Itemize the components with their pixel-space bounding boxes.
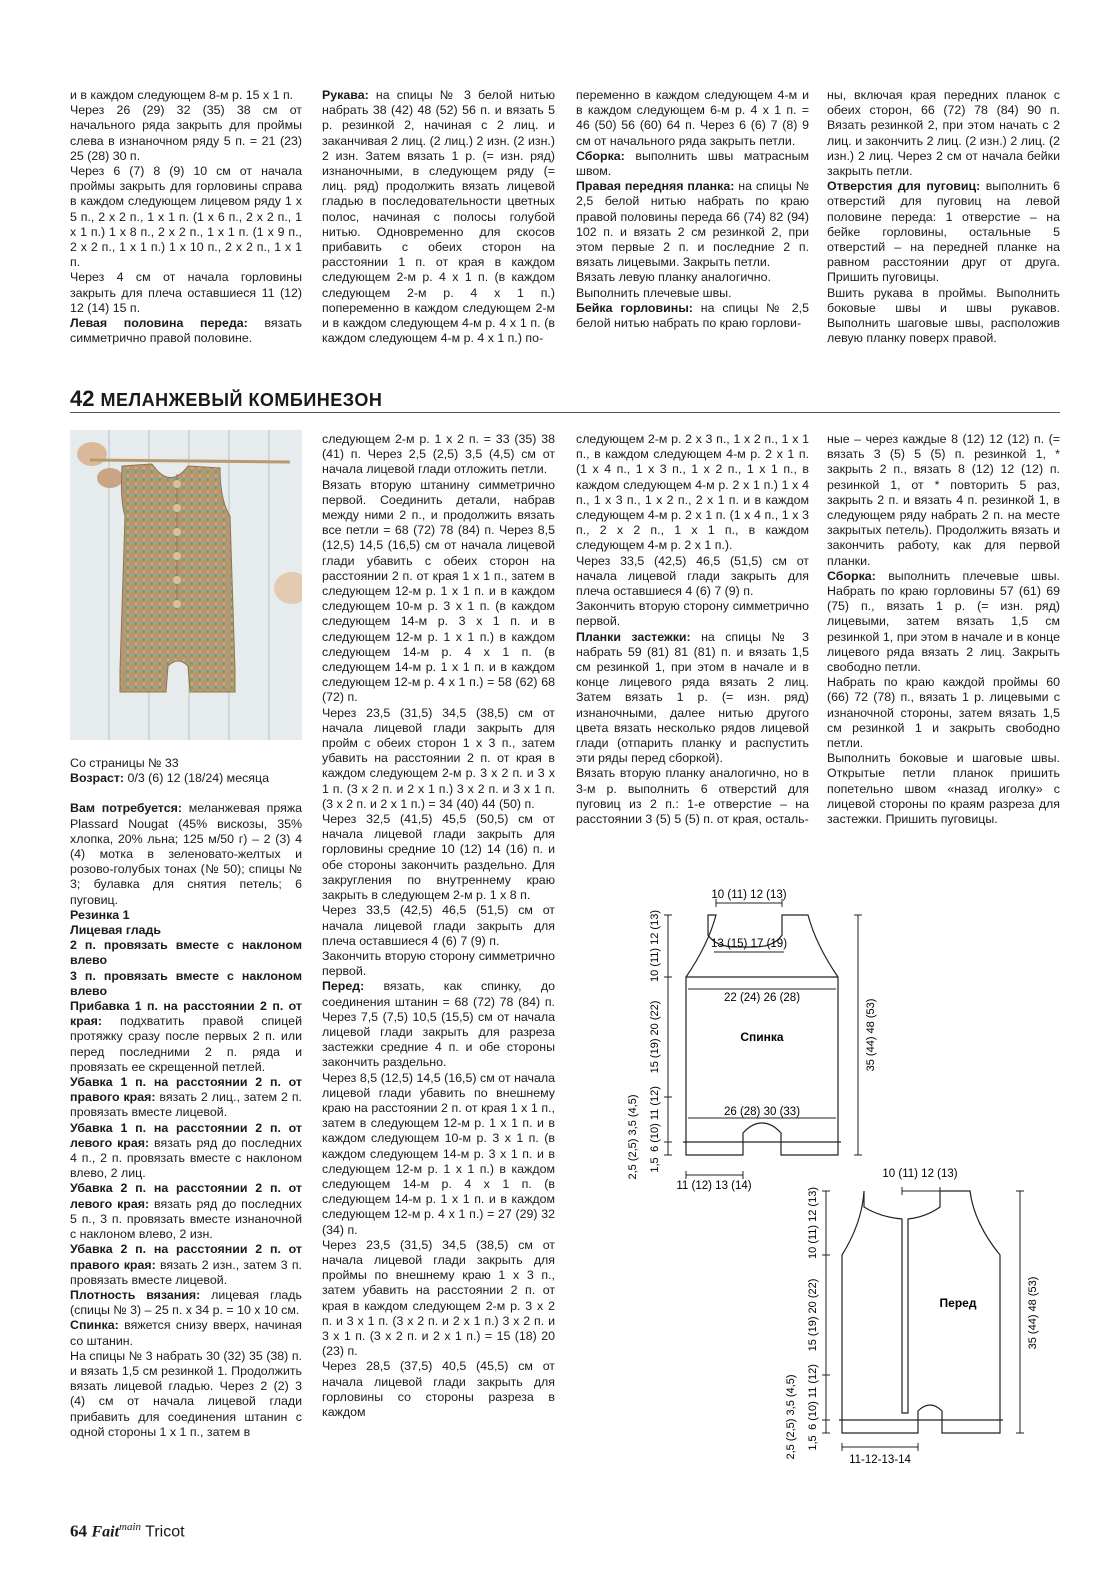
term: Резинка 1 bbox=[70, 907, 130, 922]
paragraph: Сборка: выполнить плечевые швы. Набрать по краю горловины 57 (61) 69 (75) п., вязать 1 р. (= изн. ряд) лицевыми, затем вязать 1,5 см резинкой 1, при этом в начале и в конце лицевого ряда вязать 2 лиц. Закрыть свободно петли. bbox=[827, 568, 1060, 675]
button-icon bbox=[173, 528, 181, 536]
paragraph: и в каждом следующем 8-м р. 15 х 1 п. bbox=[70, 88, 294, 102]
hanger-stick bbox=[90, 460, 290, 462]
paragraph: Через 32,5 (41,5) 45,5 (50,5) см от начала лицевой глади закрыть для горловины средние 10 (12) 14 (16) п. и обе стороны закончить раздельно. Для закругления по внутреннему краю закрыть в следующем 2-м р. 1 х 8 п. bbox=[322, 812, 555, 903]
front-outline bbox=[842, 1191, 1000, 1433]
paragraph: ны, включая края передних планок с обеих сторон, 66 (72) 78 (84) 90 п. Вязать резинкой 2, при этом начать с 2 лиц. и закончить 2 лиц. (2 изн.) 2 лиц. (2 изн.) 2 лиц. Через 2 см от начала бейки закрыть петли. bbox=[827, 88, 1060, 179]
paragraph: Сборка: выполнить швы матрасным швом. bbox=[576, 148, 809, 179]
paragraph: Вязать левую планку аналогично. bbox=[576, 270, 771, 285]
paragraph: Закончить вторую сторону симметрично первой. bbox=[576, 599, 809, 629]
term: Лицевая гладь bbox=[70, 923, 161, 938]
dim-armhole-height: 10 (11) 12 (13) bbox=[649, 910, 661, 982]
paragraph: Закончить вторую сторону симметрично первой. bbox=[322, 948, 555, 979]
paragraph: Левая половина переда: вязать симметрично правой половине. bbox=[70, 316, 302, 346]
top-column-2 bbox=[322, 88, 555, 346]
page-number: 64 bbox=[70, 1521, 87, 1541]
paragraph: Через 4 см от начала горловины закрыть для плеча оставшиеся 11 (12) 12 (14) 15 п. bbox=[70, 270, 302, 315]
shell-icon bbox=[77, 442, 107, 466]
dim-neck-width: 10 (11) 12 (13) bbox=[711, 889, 787, 901]
paragraph: Плотность вязания: лицевая гладь (спицы № 3) – 25 п. х 34 р. = 10 х 10 см. bbox=[70, 1287, 302, 1318]
paragraph: ные – через каждые 8 (12) 12 (12) п. (= вязать 3 (5) 5 (5) п. резинкой 1, * закрыть 2 п., вязать 8 (12) 12 (12) п. резинкой 1, от * повторить 5 раз, закрыть 2 п. и вязать 4 п. резинкой 1, в следующем ряду набрать 2 п. на месте закрытых петель). Продолжить вязать и закончить работу, как для первой планки. bbox=[827, 432, 1060, 568]
shell-icon bbox=[97, 468, 123, 488]
paragraph: Вязать вторую штанину симметрично первой. Соединить детали, набрав между ними 2 п., и продолжить вязать все петли = 68 (72) 78 (84) п. Через 8,5 (12,5) 14,5 (16,5) см от начала лицевой глади убавить с обеих сторон на расстоянии 2 п. от края 1 х 1 п., затем в следующем 12-м р. 1 х 1 п. и в каждом следующем 10-м р. 3 х 1 п. (в каждом следующем 14-м р. 3 х 1 п. и в следующем 12-м р. 1 х 1 п.) в каждом следующем 14-м р. 4 х 1 п. (в следующем 14-м р. 1 х 1 п. и в каждом следующем 12-м р. 4 х 1 п.) = 58 (62) 68 (72) п. bbox=[322, 477, 555, 705]
back-schematic bbox=[576, 885, 906, 1200]
main-column-2 bbox=[322, 432, 555, 1420]
piece-label: Спинка bbox=[740, 1030, 784, 1044]
dim-rib-height: 1,5 bbox=[649, 1157, 661, 1173]
term: 2 п. провязать вместе с наклоном влево bbox=[70, 938, 302, 968]
button-icon bbox=[173, 576, 181, 584]
front-schematic bbox=[750, 1163, 1090, 1473]
dim-neck-width: 10 (11) 12 (13) bbox=[882, 1168, 958, 1180]
paragraph: Убавка 1 п. на расстоянии 2 п. от левого края: вязать ряд до последних 4 п., 2 п. провязать вместе с наклоном влево, 2 лиц. bbox=[70, 1120, 302, 1181]
paragraph: Планки застежки: на спицы № 3 набрать 59 (81) 81 (81) п. и вязать 1,5 см резинкой 1, при этом в начале и в конце лицевого ряда вязать 2 лиц. Затем вязать 1 р. (= изн. ряд) изнаночными, далее нитью другого цвета вязать несколько рядов лицевой глади (отпарить планку и распустить эти ряды перед сборкой). bbox=[576, 629, 809, 766]
paragraph: Через 33,5 (42,5) 46,5 (51,5) см от начала лицевой глади закрыть для плеча оставшиеся 4 (6) 7 (9) п. bbox=[322, 903, 555, 948]
paragraph: Через 33,5 (42,5) 46,5 (51,5) см от начала лицевой глади закрыть для плеча оставшиеся 4 (6) 7 (9) п. bbox=[576, 553, 809, 599]
paragraph: Через 23,5 (31,5) 34,5 (38,5) см от начала лицевой глади закрыть для пройм с обеих сторон 1 х 3 п., затем убавить на расстоянии 2 п. от края в каждом следующем 2-м р. 3 х 2 п. и 3 х 1 п. (3 х 2 п. и 2 х 1 п.) 3 х 2 п. и 3 х 1 п. (3 х 2 п. и 2 х 1 п.) = 34 (40) 44 (50) п. bbox=[322, 705, 555, 811]
paragraph: Выполнить плечевые швы. bbox=[576, 285, 732, 300]
materials: Вам потребуется: меланжевая пряжа Plassard Nougat (45% вискозы, 35% хлопка, 20% льна; 125 м/50 г) – 2 (3) 4 (4) мотка в зеленовато-желтых и розово-голубых тонах (№ 50); спицы № 3; булавка для снятия петель; 6 пуговиц. bbox=[70, 801, 303, 907]
paragraph: Бейка горловины: на спицы № 2,5 белой нитью набрать по краю горлови- bbox=[576, 300, 809, 331]
paragraph: Вязать вторую планку аналогично, но в 3-м р. выполнить 6 отверстий для пуговиц из 2 п.: 1-е отверстие – на расстоянии 3 (5) 5 (5) п. от края, осталь- bbox=[576, 766, 809, 827]
paragraph: Прибавка 1 п. на расстоянии 2 п. от края: подхватить правой спицей протяжку сразу после первых 2 п. или перед последними 2 п. ряда и провязать ее скрещенной петлей. bbox=[70, 999, 302, 1074]
dim-chest-width: 22 (24) 26 (28) bbox=[723, 992, 801, 1004]
paragraph: На спицы № 3 набрать 30 (32) 35 (38) п. и вязать 1,5 см резинкой 1. Продолжить вязать лицевой гладью. Через 2 (2) 3 (4) см от начала лицевой глади прибавить для соединения штанин с одной стороны 1 х 1 п., затем в bbox=[70, 1348, 302, 1439]
brand-logo-sub: main bbox=[119, 1521, 142, 1533]
dim-leg-width: 11 (12) 13 (14) bbox=[676, 1180, 752, 1192]
top-column-4 bbox=[827, 88, 1060, 346]
age: Возраст: 0/3 (6) 12 (18/24) месяца bbox=[70, 771, 269, 786]
paragraph: Убавка 2 п. на расстоянии 2 п. от левого края: вязать ряд до последних 5 п., 3 п. провязать вместе изнаночной с наклоном влево, 2 изн. bbox=[70, 1181, 302, 1242]
paragraph: Рукава: на спицы № 3 белой нитью набрать 38 (42) 48 (52) 56 п. и вязать 5 р. резинкой 2, начиная с 2 лиц. и заканчивая 2 лиц. (2 лиц.) 2 изн. (2 изн.) 2 изн. Затем вязать 1 р. (= изн. ряд) изнаночными, в следующем ряду (= лиц. ряд) продолжить вязать лицевой гладью в последовательности цветных полос, начиная с полосы голубой нитью. Одновременно для скосов прибавить с обеих сторон на расстоянии 1 п. от края в каждом следующем 2-м р. 4 х 1 п. (в каждом следующем 2-м р. 4 х 1 п.) попеременно в каждом следующем 2-м и в каждом следующем 4-м р. 4 х 1 п. (в каждом следующем 4-м р. 4 х 1 п.) по- bbox=[322, 88, 555, 346]
paragraph: следующем 2-м р. 1 х 2 п. = 33 (35) 38 (41) п. Через 2,5 (2,5) 3,5 (4,5) см от начала лицевой глади отложить петли. bbox=[322, 432, 555, 477]
paragraph: Набрать по краю каждой проймы 60 (66) 72 (78) п., вязать 1 р. лицевыми с изнаночной стороны, затем вязать 1,5 см резинкой 1 и закрыть свободно петли. bbox=[827, 675, 1060, 751]
dim-leg-height: 2,5 (2,5) 3,5 (4,5) bbox=[785, 1374, 797, 1460]
term: 3 п. провязать вместе с наклоном влево bbox=[70, 968, 302, 998]
button-icon bbox=[173, 600, 181, 608]
page-footer bbox=[70, 1521, 185, 1541]
paragraph: Правая передняя планка: на спицы № 2,5 белой нитью набрать по краю правой половины переда 66 (74) 82 (94) 102 п. и вязать 2 см резинкой 2, при этом первые 2 п. и последние 2 п. вязать лицевыми. Закрыть петли. bbox=[576, 179, 809, 270]
paragraph: Через 28,5 (37,5) 40,5 (45,5) см от начала лицевой глади закрыть для горловины со стороны разреза в каждом bbox=[322, 1359, 555, 1419]
dim-leg-height: 2,5 (2,5) 3,5 (4,5) bbox=[627, 1094, 639, 1180]
dim-leg-width: 11-12-13-14 bbox=[849, 1454, 911, 1466]
section-heading: МЕЛАНЖЕВЫЙ КОМБИНЕЗОН bbox=[100, 390, 383, 410]
product-photo bbox=[70, 430, 302, 740]
paragraph: Отверстия для пуговиц: выполнить 6 отверстий для пуговиц на левой половине переда: 1 отверстие – на бейке горловины, остальные 5 отверстий – на передней планке на равном расстоянии друг от друга. Пришить пуговицы. bbox=[827, 179, 1061, 285]
left-column bbox=[70, 756, 302, 1440]
dim-crotch-height: 6 (10) 11 (12) bbox=[807, 1364, 819, 1430]
paragraph: следующем 2-м р. 2 х 3 п., 1 х 2 п., 1 х 1 п., в каждом следующем 4-м р. 2 х 1 п. (1 х 4 п., 1 х 3 п., 1 х 2 п., 1 х 1 п., в каждом следующем 4-м р. 2 х 1 п.) 1 х 4 п., 1 х 3 п., 1 х 2 п., 2 х 1 п. и в каждом следующем 4-м р. 2 х 1 п. (1 х 4 п., 1 х 3 п., 2 х 2 п., 1 х 1 п., в каждом следующем 4-м р. 2 х 1 п.). bbox=[576, 432, 809, 553]
top-column-1 bbox=[70, 88, 302, 346]
paragraph: Через 6 (7) 8 (9) 10 см от начала проймы закрыть для горловины справа в каждом следующем лицевом ряду 1 х 5 п., 2 х 2 п., 1 х 1 п. (1 х 6 п., 2 х 2 п., 1 х 1 п.) 1 х 8 п., 2 х 2 п., 1 х 1 п. (1 х 9 п., 2 х 2 п., 1 х 1 п.) 1 х 10 п., 2 х 2 п., 1 х 1 п. bbox=[70, 164, 302, 270]
dim-armhole-height: 10 (11) 12 (13) bbox=[807, 1187, 819, 1259]
main-column-3 bbox=[576, 432, 809, 827]
section-title bbox=[70, 386, 1060, 413]
button-icon bbox=[173, 480, 181, 488]
section-number: 42 bbox=[70, 386, 95, 411]
paragraph: Через 8,5 (12,5) 14,5 (16,5) см от начала лицевой глади убавить по внешнему краю на расстоянии 2 п. от края 1 х 1 п., затем в следующем 12-м р. 1 х 1 п. и в каждом следующем 10-м р. 3 х 1 п. (в каждом следующем 14-м р. 3 х 1 п. и в следующем 12-м р. 1 х 1 п.) в каждом следующем 14-м р. 4 х 1 п. (в следующем 14-м р. 1 х 1 п. и в каждом следующем 12-м р. 4 х 1 п.) = 27 (29) 32 (34) п. bbox=[322, 1070, 555, 1237]
button-icon bbox=[173, 504, 181, 512]
button-icon bbox=[173, 552, 181, 560]
dim-total-height: 35 (44) 48 (53) bbox=[865, 998, 877, 1072]
paragraph: Через 26 (29) 32 (35) 38 см от начального ряда закрыть для проймы слева в изнаночном ряду 5 п. = 21 (23) 25 (28) 30 п. bbox=[70, 103, 302, 163]
dim-neckline-width: 13 (15) 17 (19) bbox=[710, 938, 788, 950]
dim-body-height: 15 (19) 20 (22) bbox=[649, 1000, 661, 1074]
paragraph: Спинка: вяжется снизу вверх, начиная со штанин. bbox=[70, 1318, 302, 1348]
dim-rib-height: 1,5 bbox=[807, 1435, 819, 1451]
piece-label: Перед bbox=[939, 1296, 977, 1310]
paragraph: Убавка 2 п. на расстоянии 2 п. от правого края: вязать 2 изн., затем 3 п. провязать вместе лицевой. bbox=[70, 1242, 302, 1287]
paragraph: Перед: вязать, как спинку, до соединения штанин = 68 (72) 78 (84) п. Через 7,5 (7,5) 10,5 (15,5) см от начала лицевой глади закрыть для разреза застежки средние 4 п. и обе стороны закончить раздельно. bbox=[322, 979, 555, 1070]
dim-crotch-height: 6 (10) 11 (12) bbox=[649, 1086, 661, 1152]
dim-body-height: 15 (19) 20 (22) bbox=[807, 1278, 819, 1352]
brand-product: Tricot bbox=[145, 1523, 185, 1541]
paragraph: Выполнить боковые и шаговые швы. Открытые петли планок пришить попетельно швом «назад иголку» с лицевой стороны по краям разреза для застежки. Пришить пуговицы. bbox=[827, 751, 1060, 827]
source-note: Со страницы № 33 bbox=[70, 756, 179, 770]
brand-logo: Fait bbox=[91, 1523, 120, 1541]
top-column-3 bbox=[576, 88, 809, 331]
paragraph: Убавка 1 п. на расстоянии 2 п. от правого края: вязать 2 лиц., затем 2 п. провязать вместе лицевой. bbox=[70, 1075, 302, 1120]
dim-hip-width: 26 (28) 30 (33) bbox=[723, 1106, 801, 1118]
paragraph: переменно в каждом следующем 4-м и в каждом следующем 6-м р. 4 х 1 п. = 46 (50) 56 (60) 64 п. Через 6 (6) 7 (8) 9 см от начального ряда закрыть петли. bbox=[576, 88, 809, 148]
paragraph: Через 23,5 (31,5) 34,5 (38,5) см от начала лицевой глади закрыть для проймы по внешнему краю 1 х 3 п., затем убавить на расстоянии 2 п. от края в каждом следующем 2-м р. 3 х 2 п. и 3 х 1 п. (3 х 2 п. и 2 х 1 п.) 3 х 2 п. и 3 х 1 п. (3 х 2 п. и 2 х 1 п.) = 15 (18) 20 (23) п. bbox=[322, 1237, 555, 1359]
dim-total-height: 35 (44) 48 (53) bbox=[1027, 1276, 1039, 1350]
romper-illustration bbox=[70, 430, 302, 740]
main-column-4 bbox=[827, 432, 1060, 827]
paragraph: Вшить рукава в проймы. Выполнить боковые швы и швы рукавов. Выполнить шаговые швы, расположив левую планку поверх правой. bbox=[827, 285, 1060, 346]
